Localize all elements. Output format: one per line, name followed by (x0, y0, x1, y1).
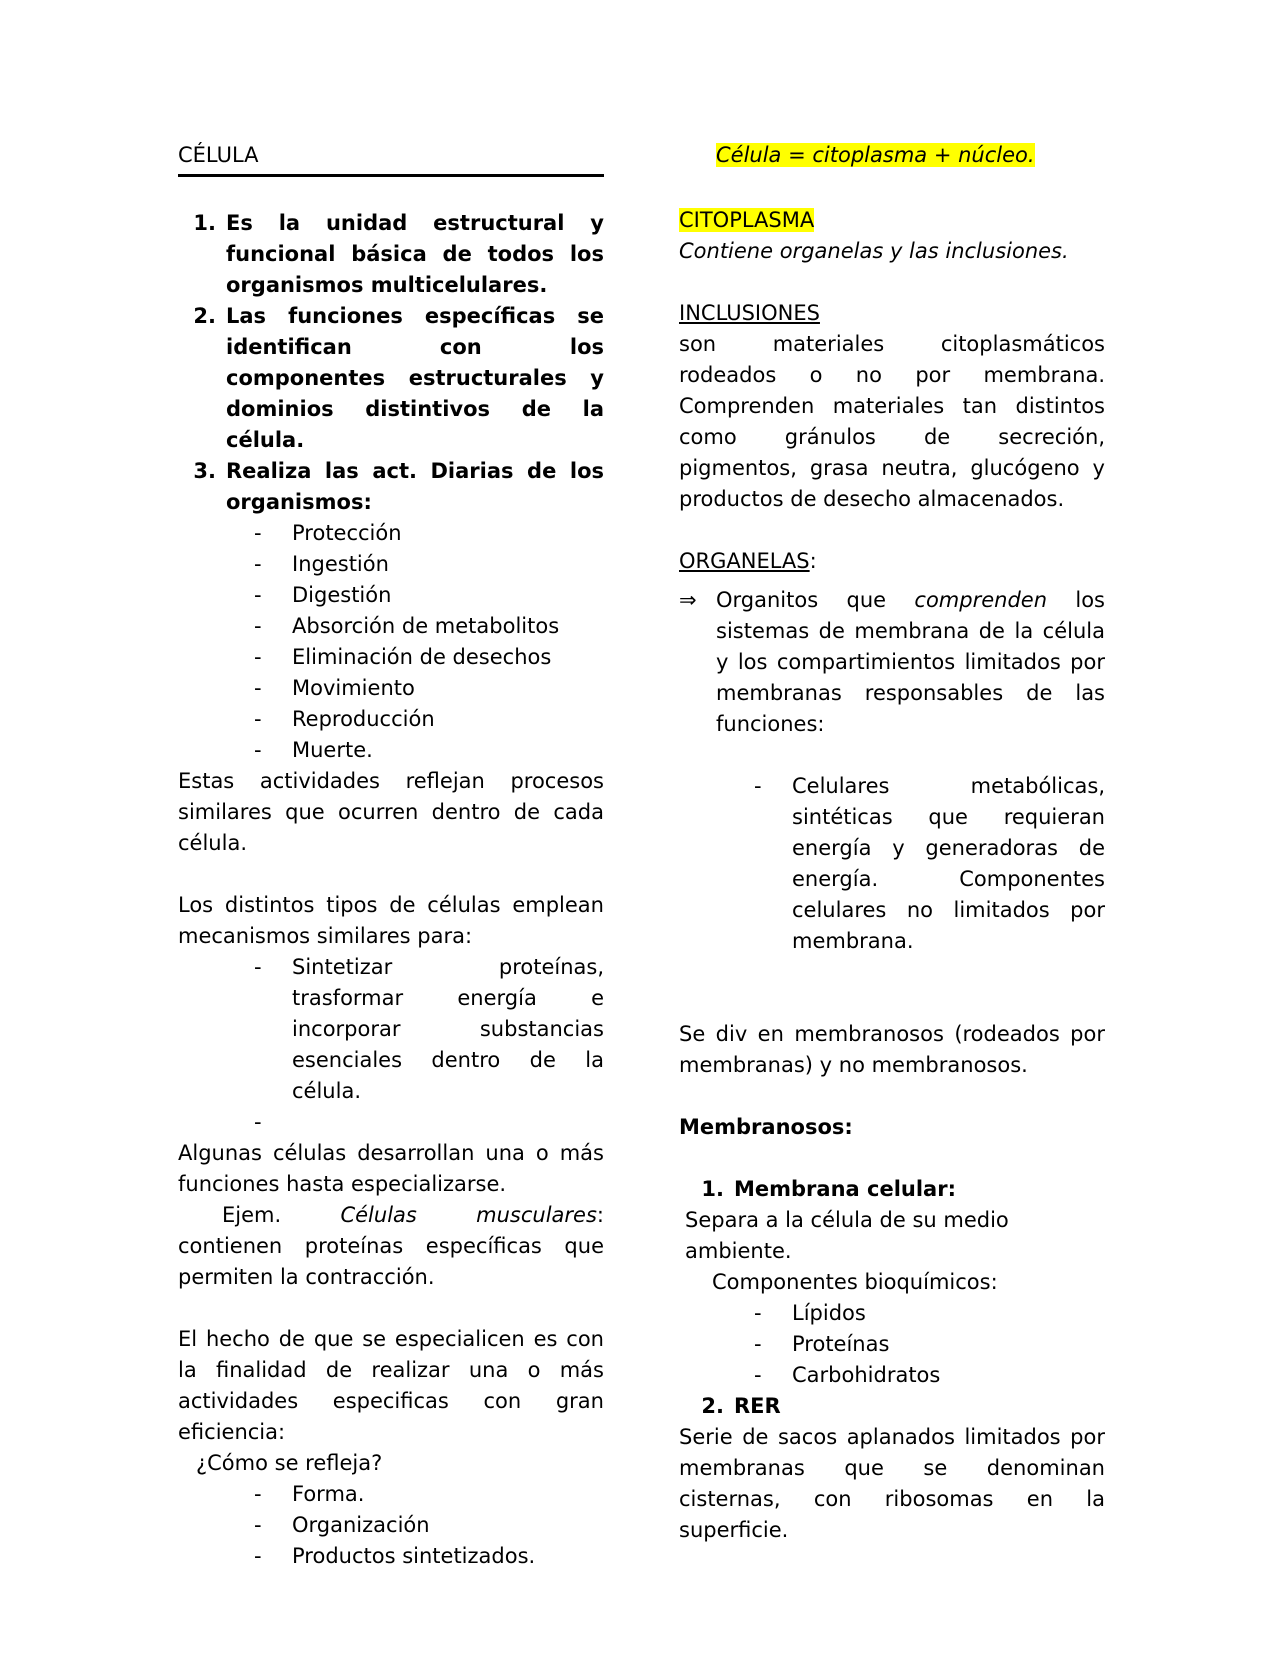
arrow-icon: ⇒ (679, 588, 697, 612)
reflections-list (178, 1479, 604, 1572)
membranous-heading: Membranosos: (679, 1115, 853, 1139)
formula-line (679, 140, 1105, 174)
numbered-item-text: Las funciones específicas se identifican con los componentes estructurales y dominios distintivos de la célula. (226, 304, 604, 452)
organelles-text: Organitos que comprenden los sistemas de membrana de la célula y los compartimientos limitados por membranas responsables de las funciones: (716, 588, 1105, 736)
inclusions-text: son materiales citoplasmáticos rodeados o no por membrana. Comprenden materiales tan distintos como gránulos de secreción, pigmentos, grasa neutra, glucógeno y productos de desecho almacenados. (679, 332, 1105, 511)
list-item: - Absorción de metabolitos (254, 614, 560, 638)
components-list (679, 1298, 1105, 1391)
list-item: - Reproducción (254, 707, 435, 731)
numbered-item: 3. Realiza las act. Diarias de los organismos: (178, 456, 604, 518)
list-item: - Muerte. (254, 738, 373, 762)
cytoplasm-text: Contiene organelas y las inclusiones. (679, 239, 1069, 263)
rer-text: Serie de sacos aplanados limitados por membranas que se denominan cisternas, con ribosomas en la superficie. (679, 1425, 1105, 1542)
list-item: - Ingestión (254, 552, 389, 576)
numbered-item-text: RER (734, 1394, 781, 1418)
page-title: CÉLULA (178, 140, 604, 177)
list-item: - Digestión (254, 583, 392, 607)
question-line: ¿Cómo se refleja? (196, 1451, 383, 1475)
numbered-item: 1. Membrana celular: (679, 1174, 1105, 1205)
list-item: - Proteínas (754, 1332, 890, 1356)
paragraph-purpose: El hecho de que se especialicen es con la finalidad de realizar una o más actividades especificas con gran eficiencia: (178, 1327, 604, 1444)
list-item: - Organización (254, 1513, 430, 1537)
paragraph-activities: Estas actividades reflejan procesos similares que ocurren dentro de cada célula. (178, 769, 604, 855)
inclusions-heading: INCLUSIONES (679, 301, 820, 325)
list-item: - Forma. (254, 1482, 365, 1506)
cellular-functions-text: Celulares metabólicas, sintéticas que requieran energía y generadoras de energía. Componentes celulares no limitados por membrana. (792, 774, 1105, 953)
list-item: - Carbohidratos (754, 1363, 941, 1387)
organelles-definition (679, 585, 1105, 740)
paragraph-cell-types: Los distintos tipos de células emplean mecanismos similares para: (178, 893, 604, 948)
numbered-item-text: Realiza las act. Diarias de los organismos: (226, 459, 604, 514)
membrane-text: Separa a la célula de su medio ambiente. (685, 1208, 1009, 1263)
mechanisms-list (178, 952, 604, 1138)
highlighted-formula: Célula = citoplasma + núcleo. (716, 143, 1035, 167)
list-item: - Movimiento (254, 676, 415, 700)
numbered-item-text: Es la unidad estructural y funcional básica de todos los organismos multicelulares. (226, 211, 604, 297)
right-column (679, 140, 1105, 1546)
activities-list (178, 518, 604, 766)
list-item: - Celulares metabólicas, sintéticas que requieran energía y generadoras de energía. Componentes celulares no limitados por membrana. (679, 771, 1105, 957)
list-item: - Protección (254, 521, 402, 545)
cytoplasm-heading: CITOPLASMA (679, 208, 815, 232)
numbered-item: 2. Las funciones específicas se identifican con los componentes estructurales y dominios distintivos de la célula. (178, 301, 604, 456)
components-label: Componentes bioquímicos: (712, 1270, 998, 1294)
division-text: Se div en membranosos (rodeados por membranas) y no membranosos. (679, 1022, 1105, 1077)
list-item: - Eliminación de desechos (254, 645, 552, 669)
paragraph-specialization: Algunas células desarrollan una o más funciones hasta especializarse. (178, 1141, 604, 1196)
list-item: - Productos sintetizados. (254, 1544, 536, 1568)
list-item: - Sintetizar proteínas, trasformar energía e incorporar substancias esenciales dentro de la célula. (254, 955, 604, 1103)
paragraph-example: Ejem. Células musculares: contienen proteínas específicas que permiten la contracción. (178, 1203, 604, 1289)
numbered-item: 2. RER (679, 1391, 1105, 1422)
list-item: - Lípidos (754, 1301, 866, 1325)
organelles-heading: ORGANELAS: (679, 549, 817, 573)
numbered-item-text: Membrana celular: (734, 1177, 956, 1201)
list-item: - (254, 1110, 262, 1134)
left-column (178, 140, 604, 1572)
numbered-item: 1. Es la unidad estructural y funcional básica de todos los organismos multicelulares. (178, 208, 604, 301)
